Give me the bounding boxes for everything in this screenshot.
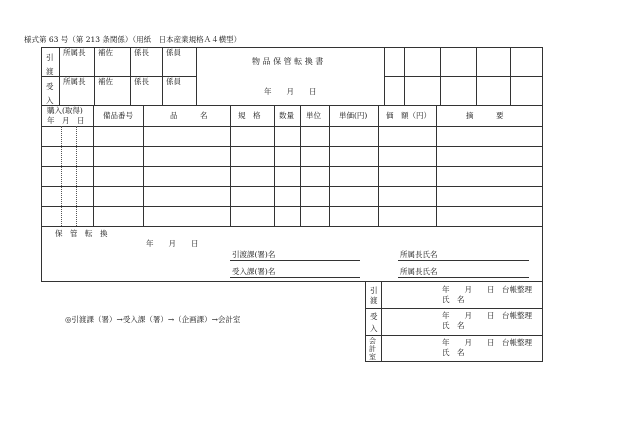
header-remarks: 摘 要: [466, 111, 504, 120]
header-quantity: 数量: [279, 111, 294, 120]
role-section-head-2: 係長: [134, 77, 149, 86]
ledger-transfer-line1: 年 月 日 台帳整理: [442, 285, 532, 294]
receive-dept-label: 受入課(署)名: [232, 267, 276, 276]
document-date: 年 月 日: [264, 87, 317, 96]
role-staff-2: 係員: [166, 77, 181, 86]
role-assistant: 補佐: [98, 48, 113, 57]
transfer-chief-label: 所属長氏名: [400, 250, 438, 259]
ledger-receive-line2: 氏 名: [442, 321, 465, 330]
role-assistant-2: 補佐: [98, 77, 113, 86]
form-title: 様式第 63 号（第 213 条関係）（用紙 日本産業規格Ａ４横型）: [24, 35, 242, 44]
form-frame: [41, 47, 543, 282]
header-item-name: 品 名: [170, 111, 208, 120]
ledger-transfer-label: 引渡: [370, 286, 378, 305]
receive-chief-label: 所属長氏名: [400, 267, 438, 276]
header-unit-price: 単価(円): [339, 111, 368, 120]
ledger-accounting-label: 会計室: [369, 337, 376, 361]
header-purchase: 購入(取得): [47, 106, 83, 115]
header-equipment-no: 備品番号: [103, 111, 133, 120]
role-chief: 所属長: [63, 48, 86, 57]
header-spec: 規 格: [238, 111, 261, 120]
ledger-accounting-line1: 年 月 日 台帳整理: [442, 338, 532, 347]
approval-transfer-label: 引渡: [46, 53, 54, 76]
approval-receive-label: 受入: [46, 82, 54, 105]
document-title: 物 品 保 管 転 換 書: [252, 57, 324, 66]
transfer-dept-label: 引渡課(署)名: [232, 250, 276, 259]
ledger-transfer-line2: 氏 名: [442, 295, 465, 304]
routing-note: ◎引渡課（署）→受入課（署）→（企画課）→会計室: [65, 315, 241, 324]
transfer-date: 年 月 日: [146, 239, 199, 248]
role-staff: 係員: [166, 48, 181, 57]
role-section-head: 係長: [134, 48, 149, 57]
ledger-accounting-line2: 氏 名: [442, 348, 465, 357]
ledger-receive-line1: 年 月 日 台帳整理: [442, 311, 532, 320]
role-chief-2: 所属長: [63, 77, 86, 86]
header-amount: 価 額（円）: [386, 111, 431, 120]
header-unit: 単位: [306, 111, 321, 120]
ledger-receive-label: 受入: [370, 312, 378, 333]
transfer-title: 保 管 転 換: [55, 229, 108, 238]
header-purchase-date: 年 月 日: [47, 116, 85, 125]
